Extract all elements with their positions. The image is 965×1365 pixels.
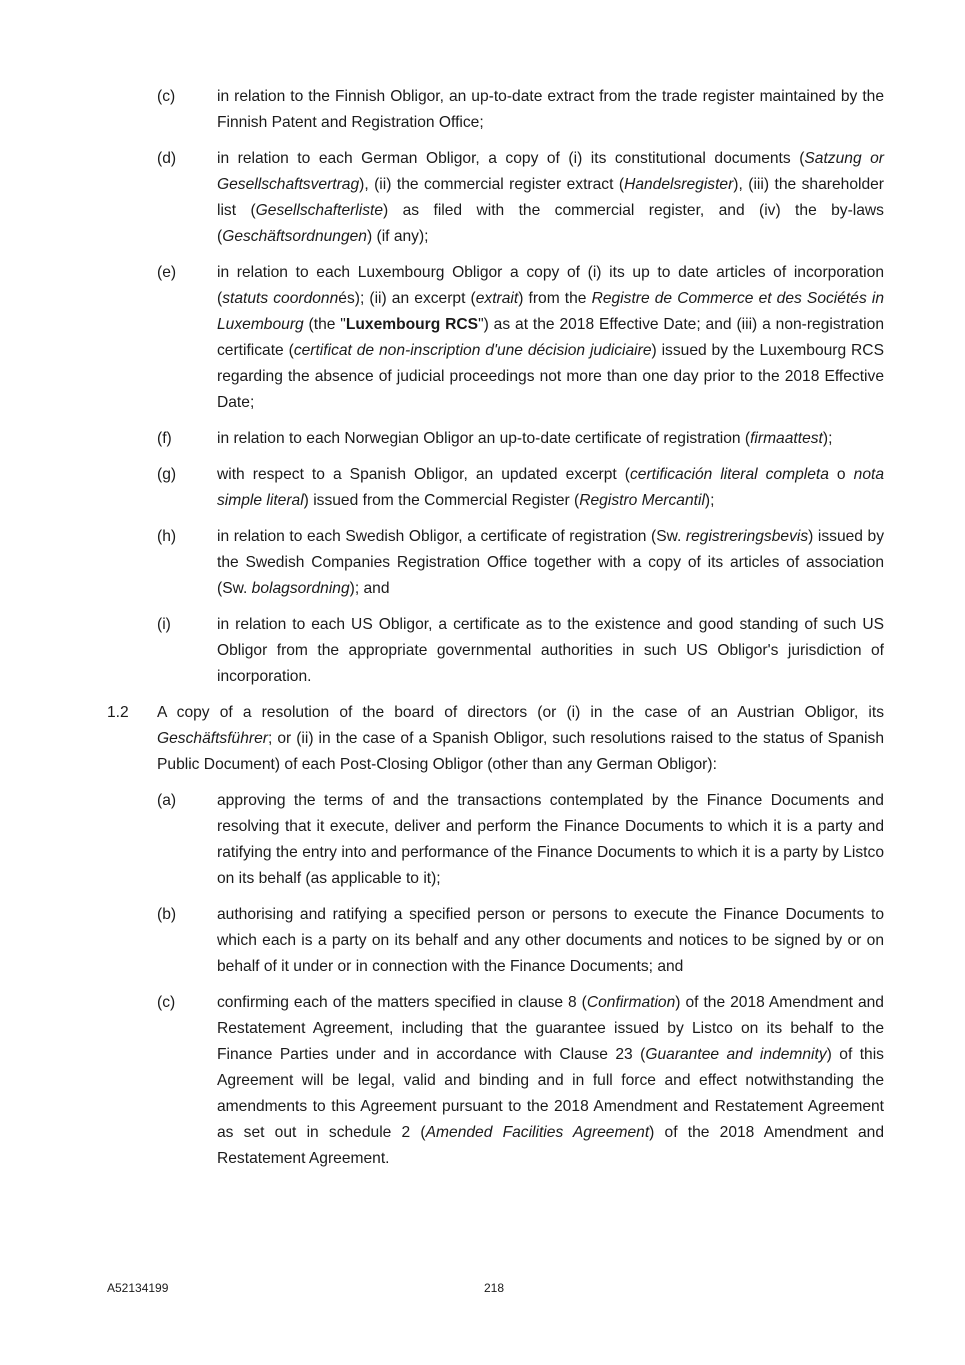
italic-term: Registre de Commerce et des Sociétés in Luxembourg (217, 290, 884, 333)
item-label: (a) (157, 792, 177, 809)
italic-term: Handelsregister (624, 176, 734, 193)
italic-term: Registro Mercantil (579, 492, 705, 509)
text-run: és); (ii) an excerpt ( (338, 290, 476, 307)
sub-clause-item (0, 426, 965, 452)
item-label: (i) (157, 616, 171, 633)
text-run: ) as filed with the commercial register, and (iv) the by-laws ( (217, 202, 884, 245)
item-label: (c) (157, 88, 176, 105)
text-run: ) of this Agreement will be legal, valid and binding and in full force and effect notwithstanding the amendments to this Agreement pursuant to the 2018 Amendment and Restatement Agreement as set out in schedule 2 ( (217, 1046, 884, 1141)
text-run: ) of the 2018 Amendment and Restatement Agreement, including that the guarantee issued by Listco on its behalf to the Finance Parties under and in accordance with Clause 23 ( (217, 994, 884, 1063)
sub-clause-item (0, 260, 965, 416)
item-text (217, 902, 884, 980)
item-label: (g) (157, 466, 177, 483)
italic-term: Satzung or Gesellschaftsvertrag (217, 150, 885, 193)
text-run: o (828, 466, 854, 483)
text-run: ) issued by the Luxembourg RCS regarding the absence of judicial proceedings not more than one day prior to the 2018 Effective Date; (217, 342, 884, 411)
sub-clause-item (0, 84, 965, 136)
text-run: ) issued by the Swedish Companies Registration Office together with a copy of its articles of association (Sw. (217, 528, 885, 597)
text-run: in relation to each Norwegian Obligor an up-to-date certificate of registration ( (217, 430, 751, 447)
italic-term: bolagsordning (251, 580, 350, 597)
italic-term: statuts coordonn (222, 290, 339, 307)
item-label: (h) (157, 528, 177, 545)
italic-term: nota simple literal (217, 466, 884, 509)
text-run: approving the terms of and the transactions contemplated by the Finance Documents and resolving that it execute, deliver and perform the Finance Documents to which it is a party and ratifying the entry into and performance of the Finance Documents to which it is a party by Listco on its behalf (as applicable to it); (217, 792, 884, 887)
text-run: with respect to a Spanish Obligor, an updated excerpt ( (217, 466, 630, 483)
text-run: ) issued from the Commercial Register ( (303, 492, 580, 509)
sub-clause-item (0, 902, 965, 980)
italic-term: Amended Facilities Agreement (425, 1124, 650, 1141)
italic-term: Geschäftsordnungen (222, 228, 367, 245)
item-label: 1.2 (107, 704, 129, 721)
sub-clause-item (0, 990, 965, 1172)
italic-term: Gesellschafterliste (255, 202, 384, 219)
italic-term: Geschäftsführer (157, 730, 268, 747)
text-run: in relation to the Finnish Obligor, an up-to-date extract from the trade register maintained by the Finnish Patent and Registration Office; (217, 88, 884, 131)
item-text (217, 612, 884, 690)
page-number: 218 (484, 1281, 505, 1295)
text-run: ; or (ii) in the case of a Spanish Obligor, such resolutions raised to the status of Spanish Public Document) of each Post-Closing Obligor (other than any German Obligor): (157, 730, 884, 773)
italic-term: Guarantee and indemnity (645, 1046, 827, 1063)
item-label: (c) (157, 994, 176, 1011)
text-run: ) of the 2018 Amendment and Restatement Agreement. (217, 1124, 884, 1167)
item-text (217, 84, 884, 136)
text-run: in relation to each German Obligor, a copy of (i) its constitutional documents ( (217, 150, 805, 167)
italic-term: certificat de non-inscription d'une décision judiciaire (293, 342, 652, 359)
text-run: A copy of a resolution of the board of directors (or (i) in the case of an Austrian Obligor, its (157, 704, 884, 721)
text-run: ); (704, 492, 715, 509)
sub-clause-item (0, 612, 965, 690)
text-run: ) (if any); (366, 228, 429, 245)
item-text (217, 788, 884, 892)
text-run: in relation to each US Obligor, a certificate as to the existence and good standing of such US Obligor from the appropriate governmental authorities in such US Obligor's jurisdiction of incorporation. (217, 616, 884, 685)
text-run: authorising and ratifying a specified person or persons to execute the Finance Documents to which each is a party on its behalf and any other documents and notices to be signed by or on behalf of it under or in connection with the Finance Documents; and (217, 906, 884, 975)
text-run: ) from the (518, 290, 592, 307)
item-text (217, 524, 884, 602)
clause-list (0, 84, 965, 1182)
item-text (157, 700, 884, 778)
defined-term: Luxembourg RCS (345, 316, 479, 333)
italic-term: certificación literal completa (629, 466, 829, 483)
item-text (217, 462, 884, 514)
item-text (217, 146, 884, 250)
item-label: (b) (157, 906, 177, 923)
text-run: in relation to each Swedish Obligor, a certificate of registration (Sw. (217, 528, 686, 545)
item-label: (f) (157, 430, 172, 447)
italic-term: extrait (475, 290, 519, 307)
clause-paragraph (0, 700, 965, 778)
text-run: confirming each of the matters specified in clause 8 ( (217, 994, 587, 1011)
item-text (217, 426, 884, 452)
item-label: (d) (157, 150, 177, 167)
italic-term: registreringsbevis (685, 528, 809, 545)
text-run: ); (822, 430, 833, 447)
text-run: ") as at the 2018 Effective Date; and (iii) a non-registration certificate ( (217, 316, 884, 359)
sub-clause-item (0, 462, 965, 514)
document-reference: A52134199 (107, 1281, 169, 1295)
italic-term: Confirmation (586, 994, 676, 1011)
sub-clause-item (0, 524, 965, 602)
item-text (217, 990, 884, 1172)
text-run: in relation to each Luxembourg Obligor a copy of (i) its up to date articles of incorporation ( (217, 264, 884, 307)
text-run: ); and (349, 580, 390, 597)
item-text (217, 260, 884, 416)
sub-clause-item (0, 146, 965, 250)
text-run: ), (ii) the commercial register extract ( (359, 176, 625, 193)
text-run: (the " (303, 316, 346, 333)
item-label: (e) (157, 264, 177, 281)
text-run: ), (iii) the shareholder list ( (217, 176, 884, 219)
sub-clause-item (0, 788, 965, 892)
italic-term: firmaattest (750, 430, 823, 447)
